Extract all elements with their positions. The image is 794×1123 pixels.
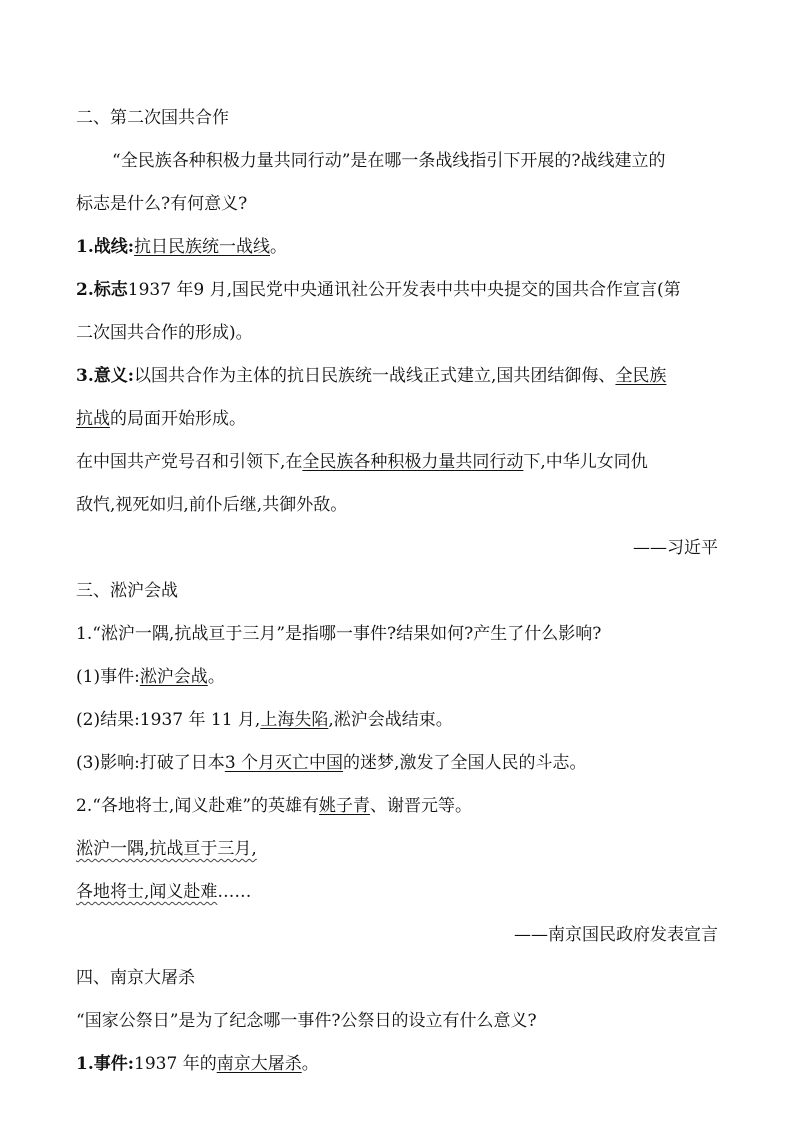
quote-line: 在中国共产党号召和引领下,在全民族各种积极力量共同行动下,中华儿女同仇 [76, 452, 648, 472]
answer-sign-cont: 二次国共合作的形成)。 [76, 323, 253, 343]
answer-result: (2)结果:1937 年 11 月,上海失陷,淞沪会战结束。 [76, 710, 453, 730]
answer-nanjing-event: 1.事件:1937 年的南京大屠杀。 [76, 1054, 319, 1074]
poem-line-2: 各地将士,闻义赴难…… [76, 882, 252, 902]
section-3-question-2: 2.“各地将士,闻义赴难”的英雄有姚子青、谢晋元等。 [76, 796, 473, 816]
section-2-question-cont: 标志是什么?有何意义? [76, 194, 248, 214]
quote-line-cont: 敌忾,视死如归,前仆后继,共御外敌。 [76, 495, 348, 515]
quote-source: ——习近平 [633, 538, 718, 558]
poem-line-1: 淞沪一隅,抗战亘于三月, [76, 839, 257, 859]
answer-sign: 2.标志1937 年9 月,国民党中央通讯社公开发表中共中央提交的国共合作宣言(第 [76, 280, 681, 300]
answer-significance-cont: 抗战的局面开始形成。 [76, 409, 246, 429]
answer-front: 1.战线:抗日民族统一战线。 [76, 237, 288, 257]
section-4-question: “国家公祭日”是为了纪念哪一事件?公祭日的设立有什么意义? [76, 1011, 537, 1031]
section-2-question: “全民族各种积极力量共同行动”是在哪一条战线指引下开展的?战线建立的 [112, 151, 666, 171]
section-4-heading: 四、南京大屠杀 [76, 968, 195, 988]
poem-source: ——南京国民政府发表宣言 [514, 925, 718, 945]
answer-event: (1)事件:淞沪会战。 [76, 667, 225, 687]
section-3-heading: 三、淞沪会战 [76, 581, 178, 601]
section-2-heading: 二、第二次国共合作 [76, 108, 229, 128]
answer-impact: (3)影响:打破了日本3 个月灭亡中国的迷梦,激发了全国人民的斗志。 [76, 753, 587, 773]
answer-significance: 3.意义:以国共合作为主体的抗日民族统一战线正式建立,国共团结御侮、全民族 [76, 366, 667, 386]
section-3-question-1: 1.“淞沪一隅,抗战亘于三月”是指哪一事件?结果如何?产生了什么影响? [76, 624, 602, 644]
